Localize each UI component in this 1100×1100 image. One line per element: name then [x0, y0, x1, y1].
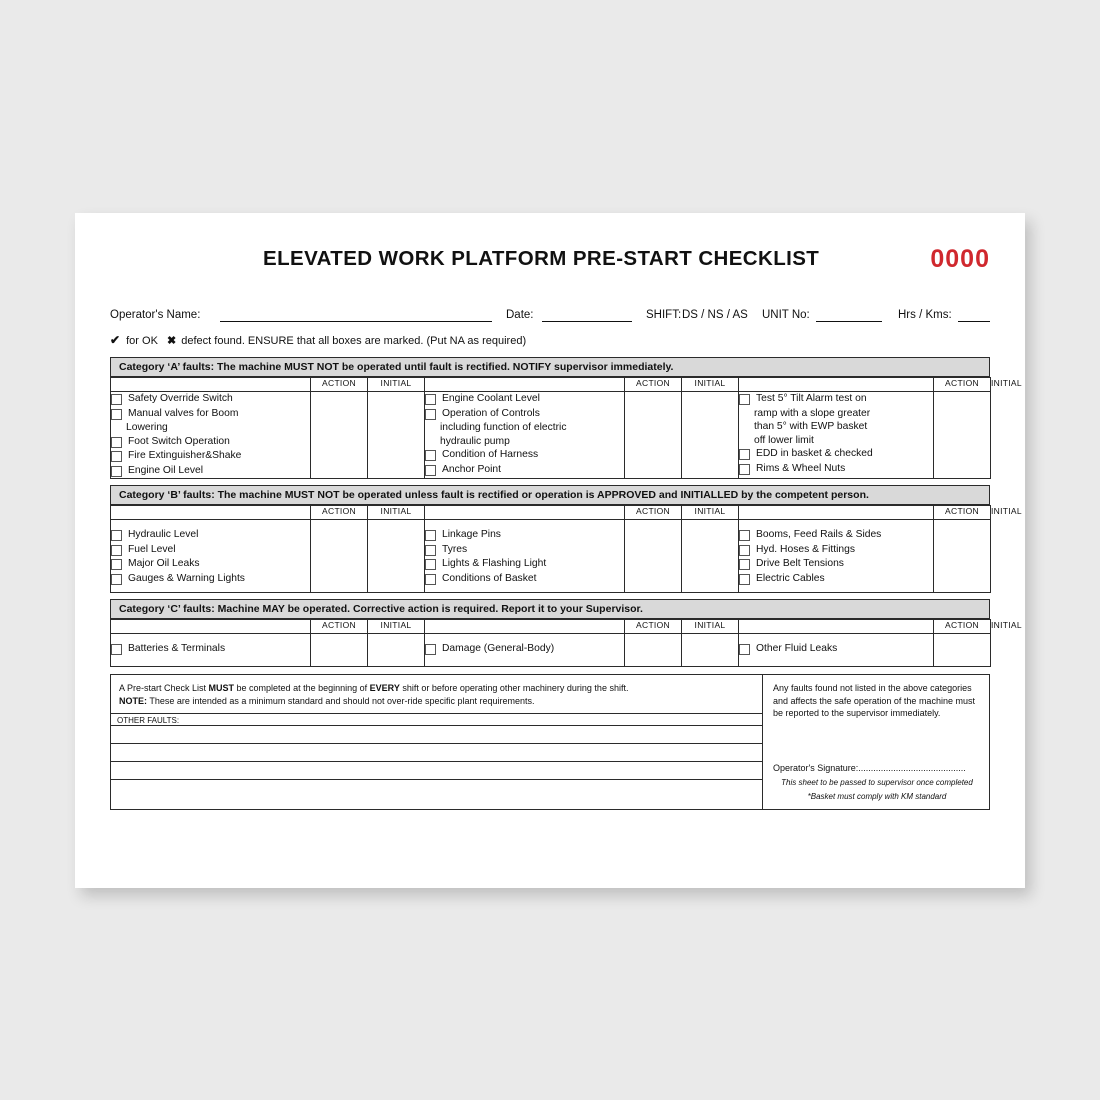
footer-right	[763, 675, 989, 809]
list-item-continuation: including function of electric	[440, 422, 567, 433]
list-item[interactable]	[111, 435, 310, 449]
list-item[interactable]	[739, 528, 933, 542]
list-item-label: EDD in basket & checked	[756, 448, 873, 459]
list-item[interactable]	[425, 392, 624, 406]
column-header-action: ACTION	[625, 620, 682, 634]
checkbox[interactable]	[739, 545, 750, 556]
note-text-every: EVERY	[369, 683, 400, 693]
list-item-label: Drive Belt Tensions	[756, 558, 844, 569]
column-header-action: ACTION	[311, 620, 368, 634]
list-item-continuation: off lower limit	[754, 434, 814, 446]
list-item[interactable]	[425, 528, 624, 542]
list-item-label: Fire Extinguisher&Shake	[128, 450, 242, 461]
unit-no-label: UNIT No:	[762, 309, 810, 321]
checklist-group-a2	[425, 392, 625, 479]
column-header-initial: INITIAL	[682, 620, 739, 634]
shift-options[interactable]: DS / NS / AS	[682, 309, 748, 321]
sheet-note: This sheet to be passed to supervisor once completed	[781, 778, 973, 787]
column-header-action: ACTION	[311, 506, 368, 520]
initial-cell[interactable]	[682, 634, 739, 667]
list-item-label: Manual valves for Boom	[128, 407, 239, 419]
spacer-cell	[739, 378, 934, 392]
list-item-label: Gauges & Warning Lights	[128, 572, 245, 584]
checkbox[interactable]	[425, 545, 436, 556]
spacer-cell	[425, 506, 625, 520]
column-header-action: ACTION	[934, 506, 991, 520]
checkbox[interactable]	[425, 409, 436, 420]
basket-note: *Basket must comply with KM standard	[807, 792, 947, 801]
note-text-2: These are intended as a minimum standard and should not over-ride specific plant requirements.	[147, 696, 535, 706]
footer-left	[111, 675, 763, 809]
checklist-group-a1	[111, 392, 311, 479]
table-header-row: ACTION INITIAL ACTION INITIAL ACTION INITIAL	[111, 506, 991, 520]
list-item-label: Linkage Pins	[442, 529, 501, 540]
list-item[interactable]	[425, 642, 624, 656]
list-item-label: Anchor Point	[442, 463, 501, 475]
action-cell[interactable]	[625, 520, 682, 593]
checkbox[interactable]	[739, 530, 750, 541]
list-item[interactable]	[739, 462, 933, 476]
list-item[interactable]	[739, 447, 933, 461]
action-cell[interactable]	[311, 392, 368, 479]
list-item[interactable]	[425, 448, 624, 462]
category-b-bar: Category ‘B’ faults: The machine MUST NOT be operated unless fault is rectified or operation is APPROVED and INITIALLED by the competent person.	[110, 485, 990, 505]
list-item[interactable]	[111, 543, 310, 557]
note-label: NOTE:	[119, 696, 147, 706]
list-item[interactable]	[739, 543, 933, 557]
column-header-initial: INITIAL	[368, 506, 425, 520]
list-item-label: Tyres	[442, 543, 468, 555]
list-item[interactable]	[111, 449, 310, 463]
action-cell[interactable]	[625, 634, 682, 667]
list-item[interactable]	[111, 407, 310, 421]
checkbox[interactable]	[425, 644, 436, 655]
category-b-table	[110, 505, 1022, 593]
spacer-cell	[739, 506, 934, 520]
list-item-continuation: ramp with a slope greater	[754, 407, 871, 419]
checkbox[interactable]	[739, 464, 750, 475]
initial-cell[interactable]	[682, 520, 739, 593]
initial-cell[interactable]	[682, 392, 739, 479]
spacer-cell	[111, 620, 311, 634]
other-faults-line-4[interactable]	[111, 779, 762, 797]
other-faults-label: OTHER FAULTS:	[111, 713, 762, 725]
list-item[interactable]	[425, 543, 624, 557]
page-title: ELEVATED WORK PLATFORM PRE-START CHECKLIST	[263, 247, 820, 270]
note-text-a: A Pre-start Check List	[119, 683, 209, 693]
action-cell[interactable]	[934, 634, 991, 667]
list-item-label: Other Fluid Leaks	[756, 643, 838, 654]
list-item-label: Damage (General-Body)	[442, 643, 555, 654]
action-cell[interactable]	[934, 392, 991, 479]
list-item[interactable]	[111, 528, 310, 542]
checkbox[interactable]	[111, 409, 122, 420]
checkbox[interactable]	[425, 530, 436, 541]
checklist-group-b3	[739, 520, 934, 593]
checklist-group-c3	[739, 634, 934, 667]
column-header-action: ACTION	[934, 378, 991, 392]
action-cell[interactable]	[625, 392, 682, 479]
checkbox[interactable]	[425, 559, 436, 570]
checkbox[interactable]	[425, 450, 436, 461]
list-item[interactable]	[111, 464, 310, 478]
legend-row	[110, 333, 990, 351]
spacer-cell	[425, 378, 625, 392]
checkbox[interactable]	[111, 559, 122, 570]
footer-section	[110, 674, 990, 810]
column-header-initial: INITIAL	[682, 506, 739, 520]
column-header-action: ACTION	[625, 378, 682, 392]
list-item[interactable]	[739, 557, 933, 571]
table-row	[111, 392, 991, 479]
list-item-label: Condition of Harness	[442, 449, 539, 460]
tick-icon: ✔	[110, 333, 121, 347]
checkbox[interactable]	[111, 451, 122, 462]
list-item[interactable]	[739, 642, 933, 656]
list-item-label: Engine Oil Level	[128, 464, 203, 476]
hrs-kms-input[interactable]	[958, 307, 990, 322]
column-header-action: ACTION	[625, 506, 682, 520]
checkbox[interactable]	[111, 466, 122, 477]
checklist-group-c1	[111, 634, 311, 667]
other-faults-line-1[interactable]	[111, 725, 762, 743]
column-header-action: ACTION	[311, 378, 368, 392]
table-header-row: ACTION INITIAL ACTION INITIAL ACTION INITIAL	[111, 378, 991, 392]
cross-icon: ✖	[166, 335, 177, 347]
category-b-block	[110, 485, 1022, 593]
prestart-note-line	[119, 682, 754, 695]
spacer-cell	[425, 620, 625, 634]
other-faults-line-2[interactable]	[111, 743, 762, 761]
list-item-label: Electric Cables	[756, 572, 825, 584]
checkbox[interactable]	[111, 437, 122, 448]
list-item-label: Major Oil Leaks	[128, 558, 200, 569]
table-row	[111, 634, 991, 667]
checkbox[interactable]	[111, 545, 122, 556]
action-cell[interactable]	[934, 520, 991, 593]
note-line	[119, 695, 754, 708]
checkbox[interactable]	[111, 644, 122, 655]
list-item-label: Safety Override Switch	[128, 393, 233, 404]
list-item-label: Fuel Level	[128, 543, 176, 555]
list-item-label: Rims & Wheel Nuts	[756, 462, 846, 474]
spacer-cell	[111, 378, 311, 392]
operator-name-input[interactable]	[220, 307, 492, 322]
checklist-group-b2	[425, 520, 625, 593]
list-item-label: Hydraulic Level	[128, 529, 199, 540]
list-item[interactable]	[739, 392, 933, 406]
operator-name-label: Operator's Name:	[110, 309, 201, 321]
list-item-label: Foot Switch Operation	[128, 435, 230, 447]
category-c-bar: Category ‘C’ faults: Machine MAY be operated. Corrective action is required. Report it to your Supervisor.	[110, 599, 990, 619]
action-cell[interactable]	[311, 520, 368, 593]
operator-row	[110, 307, 990, 331]
list-item-label: Operation of Controls	[442, 407, 540, 419]
list-item[interactable]	[111, 392, 310, 406]
category-a-block	[110, 357, 1022, 479]
checkbox[interactable]	[111, 574, 122, 585]
checkbox[interactable]	[739, 559, 750, 570]
date-label: Date:	[506, 309, 534, 321]
list-item[interactable]	[425, 557, 624, 571]
list-item-label: Lights & Flashing Light	[442, 558, 547, 569]
checkbox[interactable]	[739, 449, 750, 460]
checkbox[interactable]	[739, 644, 750, 655]
initial-cell[interactable]	[368, 392, 425, 479]
title-row	[110, 235, 990, 281]
table-header-row: ACTION INITIAL ACTION INITIAL ACTION INITIAL	[111, 620, 991, 634]
checklist-sheet	[110, 235, 1022, 865]
hrs-kms-label: Hrs / Kms:	[898, 309, 952, 321]
checklist-group-b1	[111, 520, 311, 593]
list-item[interactable]	[425, 572, 624, 586]
list-item-continuation: hydraulic pump	[440, 435, 510, 447]
list-item[interactable]	[425, 407, 624, 421]
note-text-c: be completed at the beginning of	[234, 683, 370, 693]
date-input[interactable]	[542, 307, 632, 322]
list-item[interactable]	[111, 572, 310, 586]
list-item-label: Batteries & Terminals	[128, 643, 226, 654]
table-row	[111, 520, 991, 593]
checkbox[interactable]	[111, 530, 122, 541]
list-item-label: Test 5° Tilt Alarm test on	[756, 393, 867, 404]
spacer-cell	[739, 620, 934, 634]
checkbox[interactable]	[111, 394, 122, 405]
initial-cell[interactable]	[368, 634, 425, 667]
unit-no-input[interactable]	[816, 307, 882, 322]
list-item-continuation: Lowering	[126, 422, 168, 433]
checklist-group-a3	[739, 392, 934, 479]
category-a-bar: Category ‘A’ faults: The machine MUST NOT be operated until fault is rectified. NOTIFY supervisor immediately.	[110, 357, 990, 377]
note-text-e: shift or before operating other machinery during the shift.	[399, 683, 629, 693]
spacer-cell	[111, 506, 311, 520]
list-item-label: Conditions of Basket	[442, 572, 537, 584]
checkbox[interactable]	[425, 465, 436, 476]
document-number: 0000	[930, 245, 990, 273]
list-item[interactable]	[739, 572, 933, 586]
checkbox[interactable]	[425, 574, 436, 585]
list-item-label: Hyd. Hoses & Fittings	[756, 543, 855, 555]
footer-notes	[111, 675, 762, 713]
list-item-continuation: than 5° with EWP basket	[754, 421, 868, 432]
list-item[interactable]	[111, 557, 310, 571]
action-cell[interactable]	[311, 634, 368, 667]
signature-line[interactable]	[773, 763, 981, 773]
checkbox[interactable]	[425, 394, 436, 405]
document-page	[75, 213, 1025, 888]
checklist-group-c2	[425, 634, 625, 667]
column-header-initial: INITIAL	[682, 378, 739, 392]
list-item[interactable]	[425, 463, 624, 477]
column-header-action: ACTION	[934, 620, 991, 634]
other-faults-line-3[interactable]	[111, 761, 762, 779]
checkbox[interactable]	[739, 574, 750, 585]
legend-defect-text: defect found. ENSURE that all boxes are marked. (Put NA as required)	[181, 335, 527, 347]
initial-cell[interactable]	[368, 520, 425, 593]
list-item[interactable]	[111, 642, 310, 656]
category-c-table	[110, 619, 1022, 667]
list-item-label: Booms, Feed Rails & Sides	[756, 529, 882, 540]
shift-label: SHIFT:	[646, 309, 682, 321]
signature-label: Operator's Signature:	[773, 763, 859, 773]
column-header-initial: INITIAL	[368, 620, 425, 634]
note-text-must: MUST	[208, 683, 235, 693]
legend-ok-text: for OK	[126, 335, 158, 347]
checkbox[interactable]	[739, 394, 750, 405]
supervisor-note: Any faults found not listed in the above categories and affects the safe operation of the machine must be reported to the supervisor immediately.	[773, 683, 975, 718]
category-c-block	[110, 599, 1022, 667]
list-item-label: Engine Coolant Level	[442, 393, 540, 404]
signature-dots: ...........................................	[858, 763, 966, 773]
column-header-initial: INITIAL	[368, 378, 425, 392]
category-a-table	[110, 377, 1022, 479]
